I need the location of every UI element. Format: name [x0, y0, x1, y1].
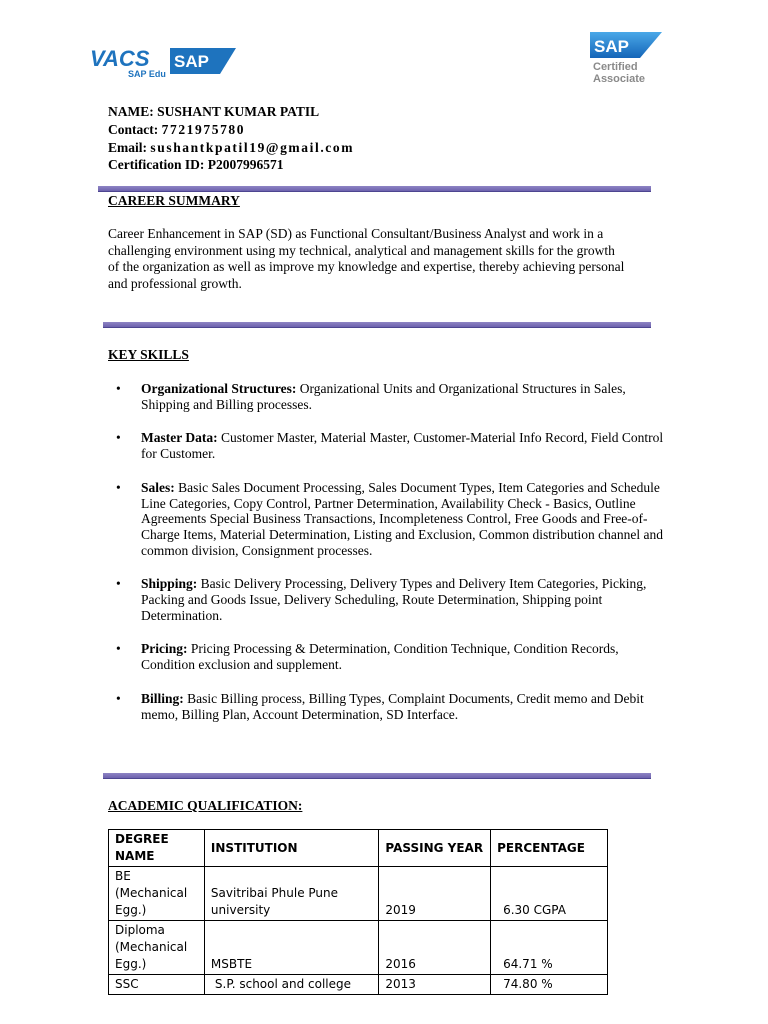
certification-value: P2007996571	[207, 157, 284, 172]
sap-edu-text: SAP Edu	[128, 69, 166, 79]
table-cell: 2016	[379, 921, 491, 975]
academic-qualification-title: ACADEMIC QUALIFICATION:	[108, 798, 303, 813]
contact-line	[108, 121, 245, 138]
certification-line	[108, 156, 283, 173]
skill-text: Basic Sales Document Processing, Sales Document Types, Item Categories and Schedule Line Categories, Copy Control, Partner Determination, Availability Check - Basics, Outline Agreements Special Business Transactions, Incompleteness Control, Free Goods and Free-of-Charge Items, Material Determination, Listing and Exclusion, Common distribution channel and common division, Consignment processes.	[141, 479, 664, 558]
skill-item: • Master Data: Customer Master, Material Master, Customer-Material Info Record, Field Control for Customer.	[116, 430, 664, 462]
skill-text: Basic Billing process, Billing Types, Complaint Documents, Credit memo and Debit memo, Billing Plan, Account Determination, SD Interface.	[141, 690, 644, 722]
table-cell: 64.71 %	[491, 921, 608, 975]
candidate-name: NAME: SUSHANT KUMAR PATIL	[108, 104, 320, 119]
email-line	[108, 139, 354, 156]
column-header: PASSING YEAR	[379, 830, 491, 867]
table-cell: MSBTE	[204, 921, 378, 975]
table-cell: Savitribai Phule Pune university	[204, 867, 378, 921]
skill-item: • Billing: Basic Billing process, Billing Types, Complaint Documents, Credit memo and Debit memo, Billing Plan, Account Determination, SD Interface.	[116, 690, 644, 722]
skill-text: Organizational Units and Organizational Structures in Sales, Shipping and Billing processes.	[141, 381, 626, 412]
table-header-row	[109, 830, 608, 867]
sap-logo-text: SAP	[174, 52, 209, 71]
table-cell: 6.30 CGPA	[491, 867, 608, 921]
key-skills-list	[108, 381, 668, 740]
table-row	[109, 975, 608, 995]
sap-cert-logo-text: SAP	[594, 37, 629, 56]
skill-text: Customer Master, Material Master, Customer-Material Info Record, Field Control for Customer.	[141, 430, 664, 462]
skill-item: • Pricing: Pricing Processing & Determination, Condition Technique, Condition Records, Condition exclusion and supplement.	[116, 641, 619, 673]
table-cell: 2013	[379, 975, 491, 995]
skill-label: Pricing:	[141, 641, 188, 657]
table-cell: 2019	[379, 867, 491, 921]
vacs-logo-text: VACS	[90, 46, 150, 71]
skill-text: Basic Delivery Processing, Delivery Types and Delivery Item Categories, Picking, Packing and Goods Issue, Delivery Scheduling, Route Determination, Shipping point Determination.	[141, 576, 647, 623]
academic-table	[108, 829, 608, 995]
table-cell: SSC	[109, 975, 205, 995]
skill-item: • Sales: Basic Sales Document Processing, Sales Document Types, Item Categories and Schedule Line Categories, Copy Control, Partner Determination, Availability Check - Basics, Outline Agreements Special Business Transactions, Incompleteness Control, Free Goods and Free-of-Charge Items, Material Determination, Listing and Exclusion, Common distribution channel and common division, Consignment processes.	[116, 479, 664, 558]
table-cell: S.P. school and college	[204, 975, 378, 995]
skill-label: Sales:	[141, 479, 175, 495]
contact-value: 7721975780	[161, 122, 246, 137]
table-row	[109, 867, 608, 921]
email-label: Email:	[108, 140, 147, 155]
skill-item: • Shipping: Basic Delivery Processing, Delivery Types and Delivery Item Categories, Picking, Packing and Goods Issue, Delivery Scheduling, Route Determination, Shipping point Determination.	[116, 576, 647, 623]
table-cell: 74.80 %	[491, 975, 608, 995]
divider	[103, 322, 651, 328]
skill-label: Shipping:	[141, 576, 198, 592]
skill-text: Pricing Processing & Determination, Condition Technique, Condition Records, Condition exclusion and supplement.	[141, 641, 619, 673]
key-skills-title: KEY SKILLS	[108, 347, 189, 362]
skill-label: Master Data:	[141, 430, 218, 446]
table-cell: BE (Mechanical Egg.)	[109, 867, 205, 921]
table-row	[109, 921, 608, 975]
skill-item: • Organizational Structures: Organizational Units and Organizational Structures in Sales, Shipping and Billing processes.	[116, 381, 626, 412]
divider	[98, 186, 651, 192]
column-header: INSTITUTION	[204, 830, 378, 867]
skill-label: Billing:	[141, 690, 184, 706]
career-summary-text: Career Enhancement in SAP (SD) as Functional Consultant/Business Analyst and work in a challenging environment using my technical, analytical and management skills for the growth of the organization as well as improve my knowledge and expertise, thereby achieving personal and professional growth.	[108, 226, 625, 291]
table-cell: Diploma (Mechanical Egg.)	[109, 921, 205, 975]
column-header: PERCENTAGE	[491, 830, 608, 867]
sap-certified-associate-logo	[590, 32, 670, 84]
contact-label: Contact:	[108, 122, 159, 137]
skill-label: Organizational Structures:	[141, 381, 297, 396]
career-summary-title: CAREER SUMMARY	[108, 193, 240, 208]
divider	[103, 773, 651, 779]
email-value: sushantkpatil19@gmail.com	[150, 140, 355, 155]
associate-text: Associate	[593, 73, 645, 84]
vacs-sap-edu-logo	[88, 44, 238, 84]
certified-text: Certified	[593, 61, 638, 73]
column-header: DEGREE NAME	[109, 830, 205, 867]
certification-label: Certification ID:	[108, 157, 205, 172]
